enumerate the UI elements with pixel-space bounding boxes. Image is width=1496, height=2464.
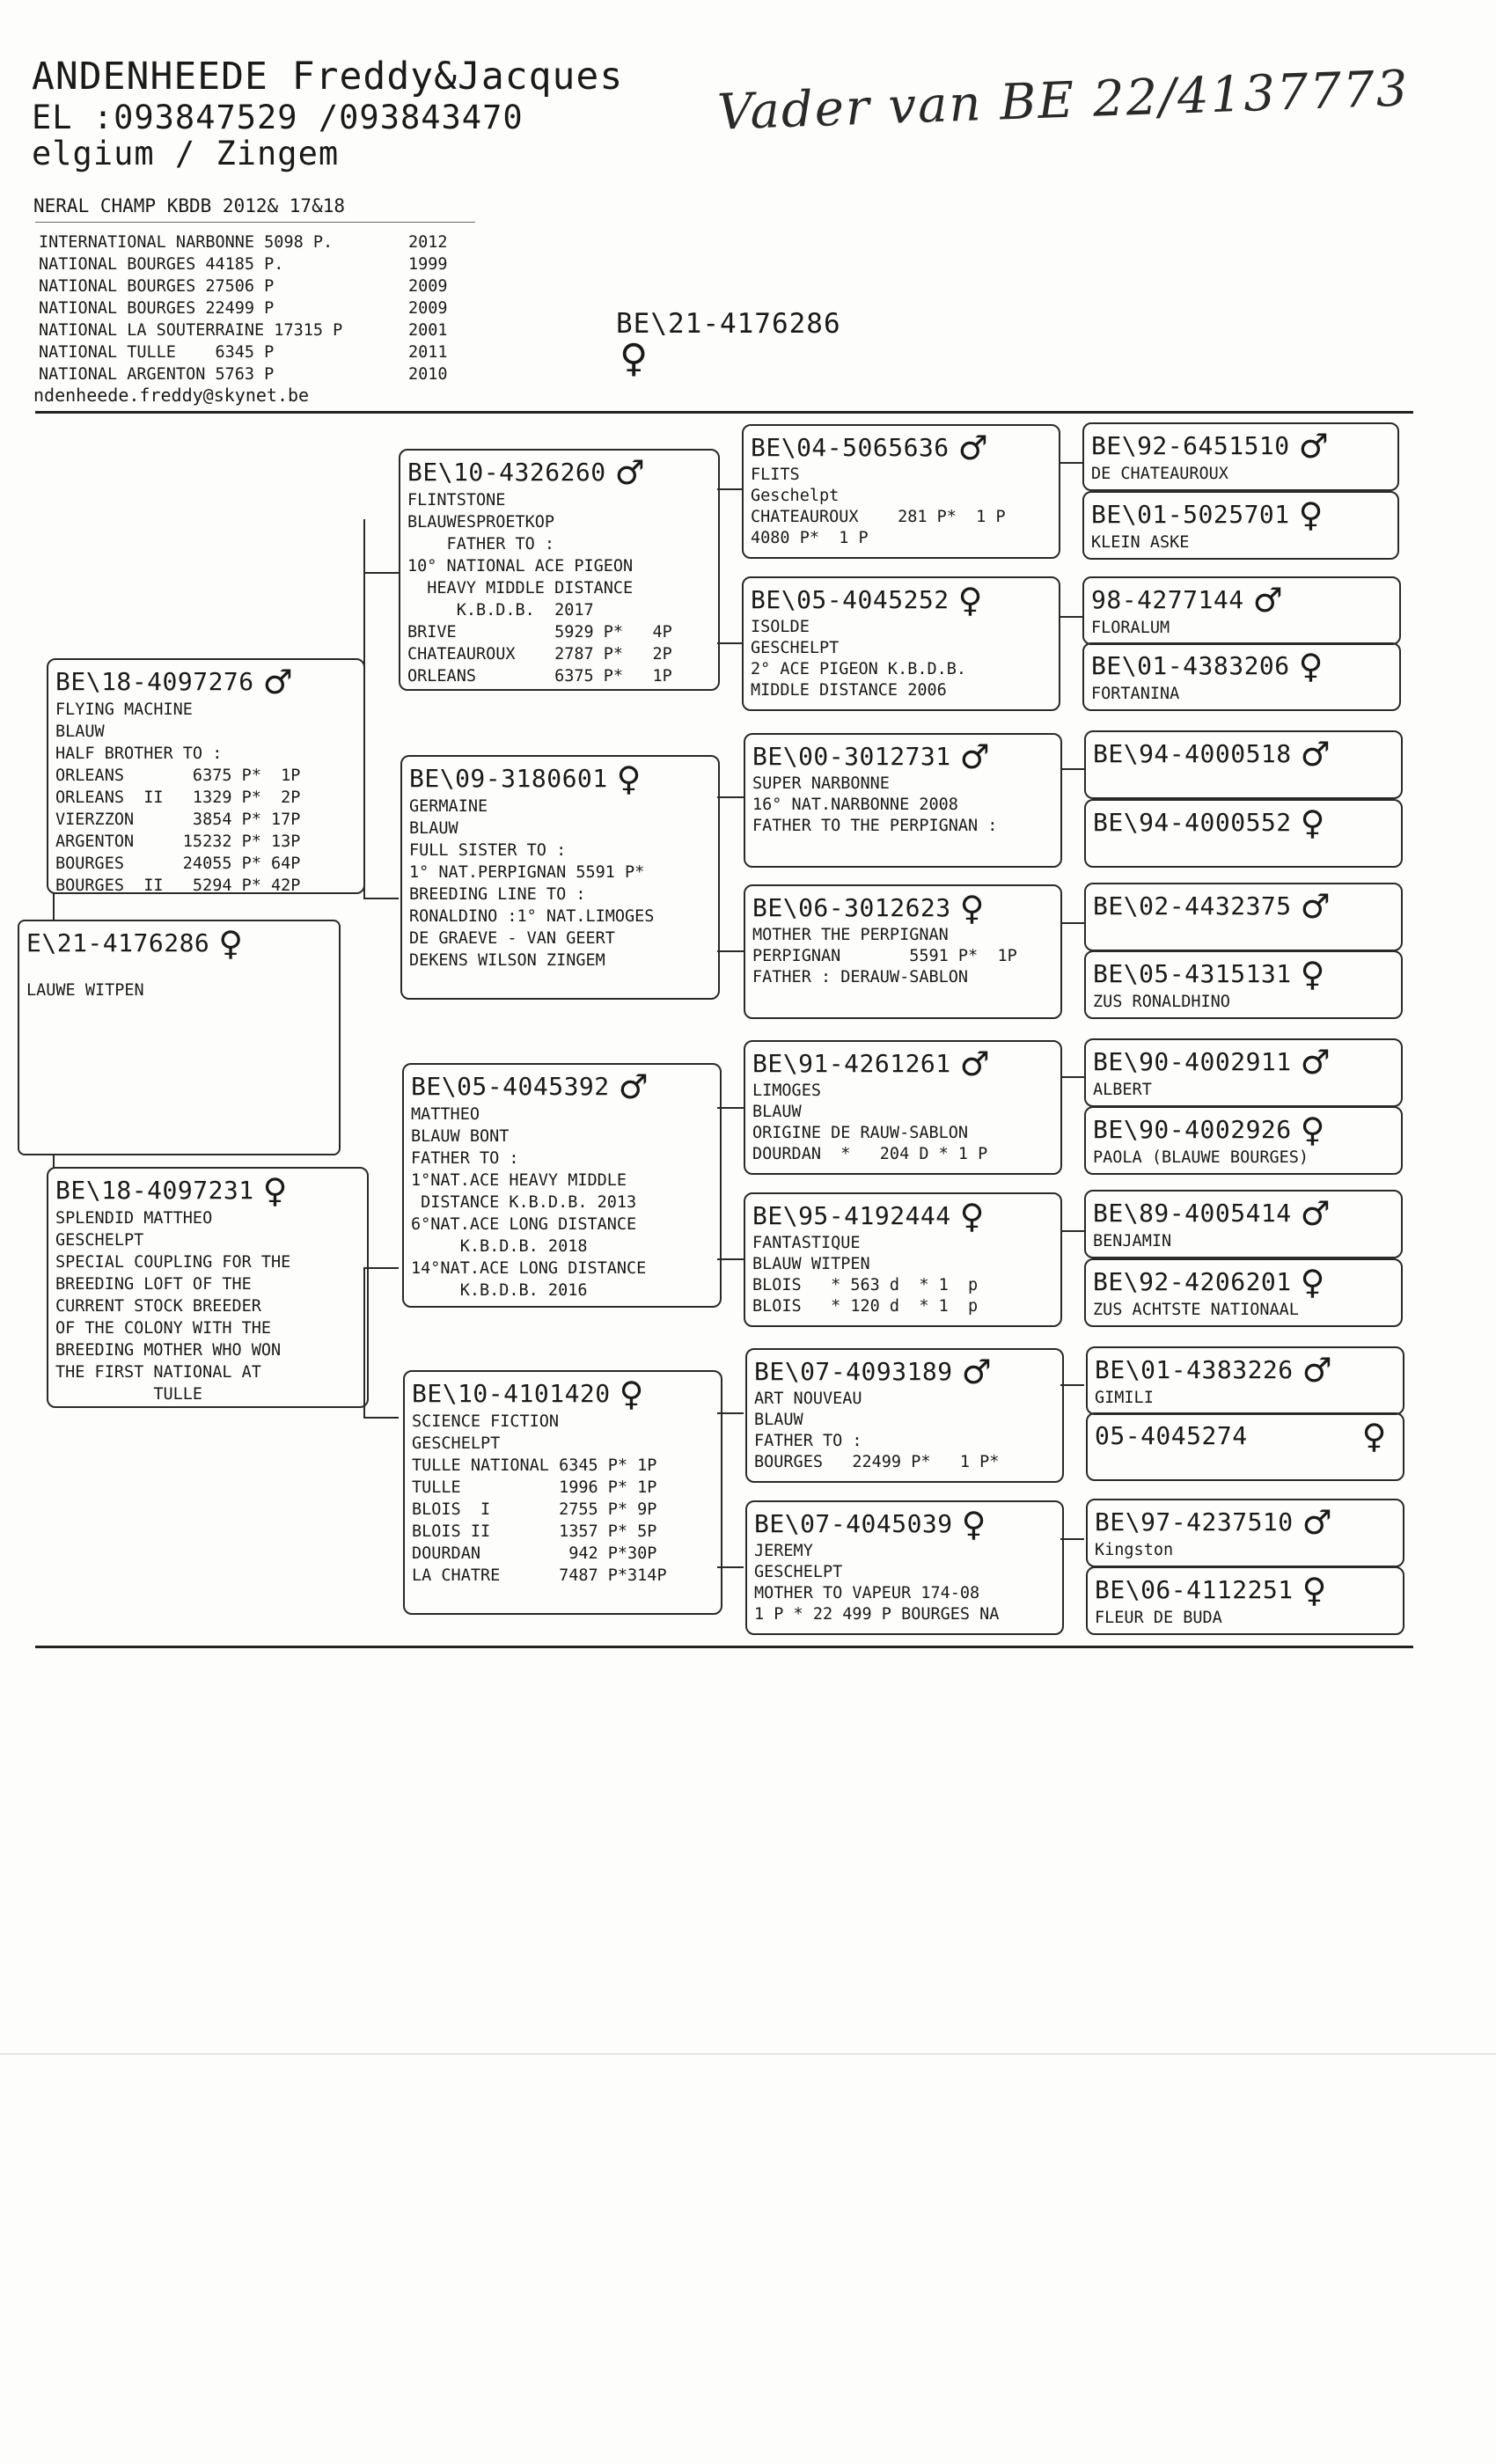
ring-number: BE\05-4045252 ♀ (751, 581, 983, 620)
connector (363, 1417, 399, 1419)
male-symbol-icon: ♂ (1252, 581, 1284, 620)
male-symbol-icon: ♂ (959, 1045, 991, 1083)
ring-number: BE\07-4093189 ♂ (754, 1353, 993, 1391)
female-symbol-icon: ♀ (218, 924, 244, 963)
ring-number: BE\01-4383206 ♀ (1091, 647, 1324, 686)
ancestor-card: BE\01-5025701 ♀ KLEIN ASKE (1082, 491, 1399, 560)
female-symbol-icon: ♀ (1300, 1111, 1325, 1149)
results-list (39, 231, 479, 385)
ring-number: BE\10-4326260 ♂ (407, 453, 646, 492)
pigeon-color: LAUWE WITPEN (26, 981, 144, 1000)
connector (717, 642, 744, 644)
female-symbol-icon: ♀ (616, 759, 642, 798)
ring-number: 98-4277144 ♂ (1091, 581, 1284, 620)
male-symbol-icon: ♂ (957, 429, 989, 467)
ring-number: BE\97-4237510 ♂ (1095, 1503, 1333, 1542)
connector (1060, 768, 1084, 770)
connector (717, 796, 744, 798)
ancestor-card: BE\90-4002911 ♂ ALBERT (1084, 1038, 1403, 1107)
ring-number: BE\05-4315131 ♀ (1093, 955, 1325, 994)
ancestor-card: BE\90-4002926 ♀ PAOLA (BLAUWE BOURGES) (1084, 1106, 1403, 1175)
breeder-email: ndenheede.freddy@skynet.be (33, 385, 310, 406)
top-rule (35, 411, 1413, 414)
connector (363, 519, 365, 678)
granddam-paternal-card: BE\09-3180601 ♀ GERMAINE BLAUW FULL SISTER TO : 1° NAT.PERPIGNAN 5591 P* BREEDING LINE TO : RONALDINO :1° NAT.LIMOGES DE GRAEVE - VAN GEERT DEKENS WILSON ZINGEM (400, 755, 720, 1000)
ring-number: BE\01-5025701 ♀ (1091, 495, 1324, 534)
male-symbol-icon: ♂ (1298, 427, 1330, 466)
ancestor-card: BE\06-3012623 ♀ MOTHER THE PERPIGNAN PERPIGNAN 5591 P* 1P FATHER : DERAUW-SABLON (744, 884, 1062, 1019)
subject-pigeon-card (18, 920, 341, 1155)
connector (1060, 1076, 1084, 1078)
female-symbol-icon: ♀ (1300, 803, 1325, 842)
male-symbol-icon: ♂ (959, 737, 991, 776)
breeder-phone: EL :093847529 /093843470 (32, 99, 524, 136)
connector (1060, 922, 1084, 924)
ancestor-card: BE\97-4237510 ♂ Kingston (1086, 1499, 1404, 1567)
ring-number: BE\06-4112251 ♀ (1095, 1571, 1327, 1610)
championship-title: NERAL CHAMP KBDB 2012& 17&18 (33, 195, 346, 216)
female-symbol-icon: ♀ (620, 336, 649, 381)
ancestor-card: BE\04-5065636 ♂ FLITS Geschelpt CHATEAUROUX 281 P* 1 P 4080 P* 1 P (742, 424, 1060, 559)
female-symbol-icon: ♀ (1300, 955, 1325, 994)
ring-number: BE\01-4383226 ♂ (1095, 1351, 1333, 1390)
ring-number: BE\90-4002911 ♂ (1093, 1043, 1331, 1082)
female-symbol-icon: ♀ (959, 1197, 985, 1236)
result-row: NATIONAL BOURGES 27506 P 2009 (39, 277, 448, 296)
female-symbol-icon: ♀ (1302, 1571, 1327, 1610)
ring-number: BE\92-4206201 ♀ (1093, 1263, 1325, 1302)
ancestor-card: BE\07-4045039 ♀ JEREMY GESCHELPT MOTHER TO VAPEUR 174-08 1 P * 22 499 P BOURGES NA (745, 1500, 1064, 1635)
ring-number: BE\02-4432375 ♂ (1093, 887, 1331, 926)
connector (717, 950, 744, 952)
ring-number: BE\00-3012731 ♂ (752, 737, 991, 776)
connector (1060, 1538, 1084, 1540)
ring-number: BE\89-4005414 ♂ (1093, 1194, 1331, 1233)
bottom-rule (35, 1646, 1413, 1648)
male-symbol-icon: ♂ (1302, 1503, 1333, 1542)
ring-number: BE\07-4045039 ♀ (754, 1505, 986, 1544)
grandsire-maternal-card: BE\05-4045392 ♂ MATTHEO BLAUW BONT FATHER TO : 1°NAT.ACE HEAVY MIDDLE DISTANCE K.B.D.B. 2013 6°NAT.ACE LONG DISTANCE K.B.D.B. 2018 14°NAT.ACE LONG DISTANCE K.B.D.B. 2016 (402, 1063, 722, 1308)
ring-number: BE\18-4097276 ♂ (55, 663, 294, 701)
result-row: NATIONAL TULLE 6345 P 2011 (39, 343, 448, 362)
female-symbol-icon: ♀ (1298, 495, 1324, 534)
male-symbol-icon: ♂ (1302, 1351, 1333, 1390)
ring-number: BE\04-5065636 ♂ (751, 429, 989, 467)
male-symbol-icon: ♂ (1300, 735, 1331, 774)
connector (717, 488, 744, 490)
male-symbol-icon: ♂ (262, 663, 294, 701)
granddam-maternal-card: BE\10-4101420 ♀ SCIENCE FICTION GESCHELPT TULLE NATIONAL 6345 P* 1P TULLE 1996 P* 1P BLOIS I 2755 P* 9P BLOIS II 1357 P* 5P DOURDAN 942 P*30P LA CHATRE 7487 P*314P (403, 1370, 722, 1615)
female-symbol-icon: ♀ (959, 889, 985, 928)
connector (1060, 616, 1084, 618)
breeder-name: ANDENHEEDE Freddy&Jacques (32, 55, 624, 99)
ancestor-card: BE\92-4206201 ♀ ZUS ACHTSTE NATIONAAL (1084, 1258, 1403, 1327)
ancestor-card: BE\00-3012731 ♂ SUPER NARBONNE 16° NAT.NARBONNE 2008 FATHER TO THE PERPIGNAN : (744, 733, 1062, 868)
ancestor-card: BE\07-4093189 ♂ ART NOUVEAU BLAUW FATHER TO : BOURGES 22499 P* 1 P* (745, 1348, 1064, 1483)
female-symbol-icon: ♀ (619, 1375, 644, 1413)
ring-number: BE\18-4097231 ♀ (55, 1171, 288, 1210)
female-symbol-icon: ♀ (262, 1171, 288, 1210)
male-symbol-icon: ♂ (1300, 1194, 1331, 1233)
ring-number: BE\09-3180601 ♀ (409, 759, 642, 798)
ring-number: BE\91-4261261 ♂ (752, 1045, 991, 1083)
ancestor-card (1086, 1412, 1404, 1481)
male-symbol-icon: ♂ (1300, 1043, 1331, 1082)
grandsire-paternal-card: BE\10-4326260 ♂ FLINTSTONE BLAUWESPROETKOP FATHER TO : 10° NATIONAL ACE PIGEON HEAVY MIDDLE DISTANCE K.B.D.B. 2017 BRIVE 5929 P* 4P CHATEAUROUX 2787 P* 2P ORLEANS 6375 P* 1P (399, 449, 720, 691)
ring-number: E\21-4176286 ♀ (26, 924, 244, 963)
ancestor-card (1084, 799, 1403, 868)
ancestor-card: BE\89-4005414 ♂ BENJAMIN (1084, 1190, 1403, 1258)
connector (53, 893, 55, 920)
ancestor-card: BE\05-4315131 ♀ ZUS RONALDHINO (1084, 950, 1403, 1019)
ancestor-card: BE\06-4112251 ♀ FLEUR DE BUDA (1086, 1566, 1404, 1635)
connector (1060, 1384, 1084, 1386)
female-symbol-icon: ♀ (1361, 1417, 1387, 1456)
ring-number: BE\10-4101420 ♀ (412, 1375, 644, 1413)
connector (1060, 1230, 1084, 1232)
ancestor-card (1084, 730, 1403, 799)
male-symbol-icon: ♂ (961, 1353, 993, 1391)
ring-number: BE\06-3012623 ♀ (752, 889, 985, 928)
ring-number: BE\90-4002926 ♀ (1093, 1111, 1325, 1149)
result-row: NATIONAL LA SOUTERRAINE 17315 P 2001 (39, 321, 448, 340)
female-symbol-icon: ♀ (1298, 647, 1324, 686)
result-row: NATIONAL BOURGES 44185 P. 1999 (39, 255, 448, 274)
handwritten-note: Vader van BE 22/4137773 (716, 60, 1411, 142)
ring-number: 05-4045274 ♀ (1095, 1417, 1387, 1456)
connector (363, 1267, 399, 1269)
mother-card: BE\18-4097231 ♀ SPLENDID MATTHEO GESCHELPT SPECIAL COUPLING FOR THE BREEDING LOFT OF THE CURRENT STOCK BREEDER OF THE COLONY WITH THE BREEDING MOTHER WHO WON THE FIRST NATIONAL AT TULLE (47, 1167, 369, 1408)
ancestor-card: BE\01-4383226 ♂ GIMILI (1086, 1346, 1404, 1415)
result-row: INTERNATIONAL NARBONNE 5098 P. 2012 (39, 233, 448, 252)
connector (1060, 462, 1084, 464)
ancestor-card: 98-4277144 ♂ FLORALUM (1082, 576, 1401, 645)
father-card: BE\18-4097276 ♂ FLYING MACHINE BLAUW HALF BROTHER TO : ORLEANS 6375 P* 1P ORLEANS II 1329 P* 2P VIERZZON 3854 P* 17P ARGENTON 15232 P* 13P BOURGES 24055 P* 64P BOURGES II 5294 P* 42P (47, 658, 365, 894)
subject-ring-header: BE\21-4176286 (616, 308, 841, 340)
ancestor-card (1084, 883, 1403, 951)
ring-number: BE\95-4192444 ♀ (752, 1197, 985, 1236)
ancestor-card: BE\95-4192444 ♀ FANTASTIQUE BLAUW WITPEN BLOIS * 563 d * 1 p BLOIS * 120 d * 1 p (744, 1192, 1062, 1327)
connector (363, 898, 399, 899)
ring-number: BE\05-4045392 ♂ (411, 1067, 649, 1106)
divider (35, 222, 475, 223)
male-symbol-icon: ♂ (618, 1067, 649, 1106)
female-symbol-icon: ♀ (1300, 1263, 1325, 1302)
ring-number: BE\94-4000518 ♂ (1093, 735, 1331, 774)
ancestor-card: BE\05-4045252 ♀ ISOLDE GESCHELPT 2° ACE PIGEON K.B.D.B. MIDDLE DISTANCE 2006 (742, 576, 1060, 711)
male-symbol-icon: ♂ (1300, 887, 1331, 926)
result-row: NATIONAL ARGENTON 5763 P 2010 (39, 365, 448, 384)
breeder-location: elgium / Zingem (32, 135, 340, 172)
page-edge (0, 2053, 1496, 2055)
ancestor-card: BE\91-4261261 ♂ LIMOGES BLAUW ORIGINE DE RAUW-SABLON DOURDAN * 204 D * 1 P (744, 1040, 1062, 1175)
ancestor-card: BE\92-6451510 ♂ DE CHATEAUROUX (1082, 422, 1399, 491)
connector (363, 572, 399, 574)
male-symbol-icon: ♂ (614, 453, 646, 492)
female-symbol-icon: ♀ (957, 581, 983, 620)
ancestor-card: BE\01-4383206 ♀ FORTANINA (1082, 642, 1401, 711)
result-row: NATIONAL BOURGES 22499 P 2009 (39, 299, 448, 318)
ring-number: BE\94-4000552 ♀ (1093, 803, 1325, 842)
female-symbol-icon: ♀ (961, 1505, 986, 1544)
ring-number: BE\92-6451510 ♂ (1091, 427, 1330, 466)
